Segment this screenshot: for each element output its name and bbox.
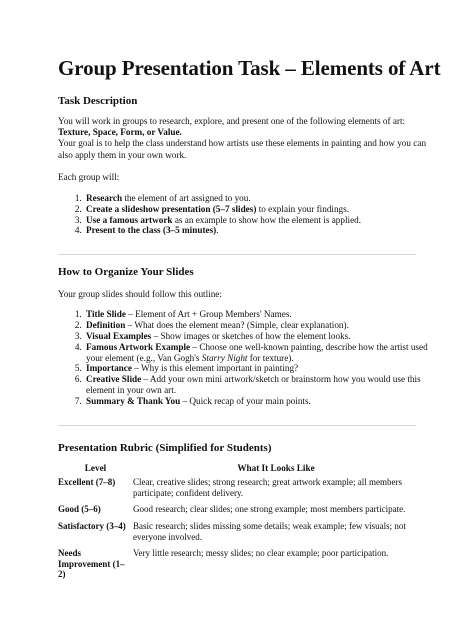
- list-item: [84, 309, 434, 320]
- item-text: – Add your own mini artwork/sketch or brainstorm how you would use this element in your own art.: [86, 374, 421, 395]
- artwork-title: Starry Night: [201, 352, 248, 363]
- rubric-level: Good (5–6): [58, 504, 101, 515]
- list-item: [84, 396, 434, 407]
- column-header-level: Level: [84, 462, 107, 473]
- rubric-description: Basic research; slides missing some details; weak example; few visuals; not everyone involved.: [133, 520, 406, 542]
- each-group-label: Each group will:: [58, 171, 120, 182]
- rubric-heading: Presentation Rubric (Simplified for Students): [58, 441, 272, 454]
- rubric-description: Very little research; messy slides; no clear example; poor participation.: [133, 548, 389, 559]
- section-divider: [58, 425, 416, 426]
- item-bold: Title Slide: [86, 309, 126, 320]
- item-bold: Definition: [86, 320, 126, 331]
- table-header-row: [58, 463, 419, 478]
- table-row: [58, 477, 419, 504]
- item-bold: Importance: [86, 363, 132, 374]
- task-goal: Your goal is to help the class understand how artists use these elements in painting and how you can also apply them in your own work.: [58, 138, 427, 160]
- rubric-description: Good research; clear slides; one strong example; most members participate.: [133, 504, 406, 515]
- list-item: [84, 342, 434, 364]
- item-text: – Quick recap of your main points.: [180, 395, 311, 406]
- rubric-table: [58, 463, 419, 586]
- item-bold: Creative Slide: [86, 374, 142, 385]
- rubric-description: Clear, creative slides; strong research; great artwork example; all members participate; confident delivery.: [133, 477, 403, 498]
- item-text: – What does the element mean? (Simple, clear explanation).: [125, 320, 349, 331]
- list-item: [84, 320, 434, 331]
- column-header-description: What It Looks Like: [237, 462, 315, 473]
- step-text: to explain your findings.: [256, 203, 350, 214]
- item-text: – Element of Art + Group Members' Names.: [125, 309, 292, 320]
- item-bold: Famous Artwork Example: [86, 341, 191, 352]
- task-steps-list: [58, 193, 434, 236]
- task-elements-list: Texture, Space, Form, or Value.: [58, 127, 182, 138]
- table-row: [58, 521, 419, 548]
- section-divider: [58, 254, 416, 255]
- item-text: – Choose one well-known painting, describe how the artist used your element (e.g., Van Gogh's: [86, 341, 428, 363]
- item-text: – Show images or sketches of how the element looks.: [151, 331, 351, 341]
- list-item: [84, 204, 434, 215]
- item-text: for texture).: [247, 352, 294, 363]
- step-bold: Use a famous artwork: [86, 214, 173, 225]
- item-text: – Why is this element important in painting?: [131, 363, 299, 374]
- step-text: .: [216, 225, 219, 236]
- rubric-level: Satisfactory (3–4): [58, 520, 126, 531]
- list-item: [84, 363, 434, 374]
- step-bold: Present to the class (3–5 minutes): [86, 225, 217, 236]
- list-item: [84, 374, 434, 396]
- step-text: the element of art assigned to you.: [122, 193, 251, 204]
- step-bold: Research: [86, 193, 123, 204]
- list-item: [84, 193, 434, 204]
- list-item: [84, 215, 434, 226]
- task-description-heading: Task Description: [58, 95, 138, 107]
- item-bold: Visual Examples: [86, 331, 152, 341]
- task-intro: [58, 116, 434, 138]
- organize-slides-heading: How to Organize Your Slides: [58, 266, 194, 279]
- table-row: [58, 548, 419, 586]
- slide-outline-list: [58, 309, 434, 406]
- rubric-level: Excellent (7–8): [58, 477, 116, 488]
- step-text: as an example to show how the element is applied.: [172, 214, 362, 225]
- item-bold: Summary & Thank You: [86, 395, 181, 406]
- list-item: [84, 225, 434, 236]
- list-item: [84, 331, 434, 342]
- step-bold: Create a slideshow presentation (5–7 slides): [86, 203, 257, 214]
- table-row: [58, 504, 419, 521]
- rubric-level: Needs Improvement (1–2): [58, 548, 125, 580]
- organize-intro: Your group slides should follow this outline:: [58, 289, 222, 300]
- document-title: Group Presentation Task – Elements of Art: [58, 56, 441, 80]
- task-intro-text: You will work in groups to research, explore, and present one of the following elements of art:: [58, 116, 406, 126]
